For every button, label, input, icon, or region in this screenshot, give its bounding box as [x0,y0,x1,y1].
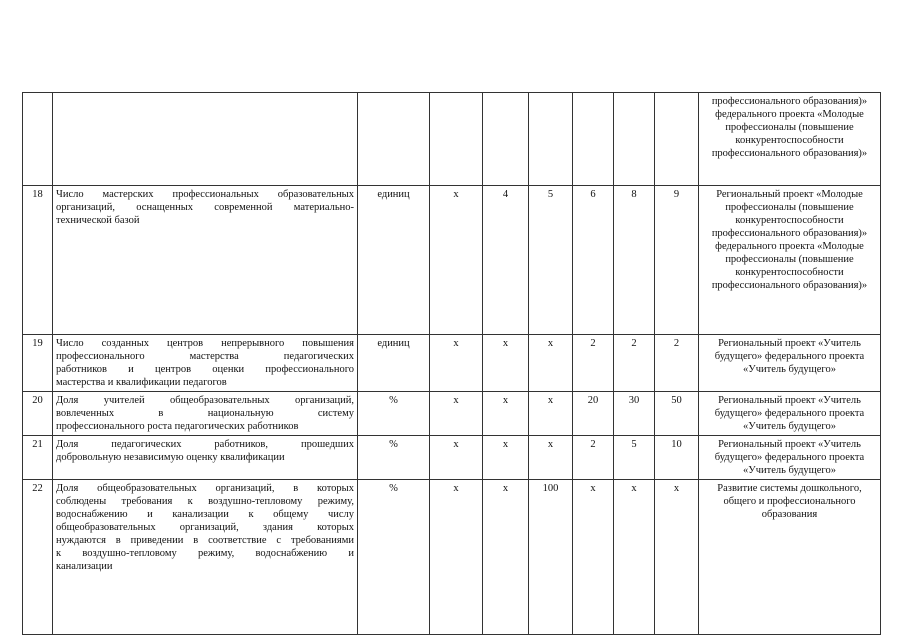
indicator-name [53,392,358,436]
table-row [23,480,881,635]
indicator-name-line: Доля учителей общеобразовательных организаций, [56,395,354,406]
project-cell: профессионального образования)» федерального проекта «Молодые профессионалы (повышение конкурентоспособности профессионального образования)» [699,93,881,186]
project-cell: Региональный проект «Молодые профессионалы (повышение конкурентоспособности профессионального образования)» федерального проекта «Молодые профессионалы (повышение конкурентоспособности профессионального образования)» [699,186,881,335]
indicator-name-line: профессионального мастерства педагогических [56,351,354,362]
value-cell: х [483,436,529,480]
value-cell [573,93,614,186]
unit-cell: единиц [358,335,430,392]
value-cell: 5 [529,186,573,335]
value-cell: 10 [655,436,699,480]
indicator-name-line: Число созданных центров непрерывного повышения [56,338,354,349]
unit-cell: % [358,392,430,436]
value-cell: х [430,392,483,436]
row-number [23,93,53,186]
value-cell: х [430,436,483,480]
value-cell: х [573,480,614,635]
value-cell: 2 [614,335,655,392]
value-cell [655,93,699,186]
value-cell: х [483,480,529,635]
indicator-name-line: соблюдены требования к воздушно-тепловому режиму, [56,496,354,507]
value-cell: 100 [529,480,573,635]
indicator-name-line: канализации [56,561,113,572]
unit-cell: % [358,480,430,635]
value-cell: 2 [573,436,614,480]
unit-cell: % [358,436,430,480]
value-cell: 2 [655,335,699,392]
table-body [23,93,881,635]
table-row [23,93,881,186]
value-cell: 4 [483,186,529,335]
indicator-name [53,480,358,635]
value-cell: х [529,335,573,392]
indicator-name-line: Число мастерских профессиональных образовательных [56,189,354,200]
value-cell: 9 [655,186,699,335]
indicator-name-line: работников и центров оценки профессионального [56,364,354,375]
value-cell: х [430,335,483,392]
indicator-name-line: мастерства и квалификации педагогов [56,377,227,388]
indicator-name [53,335,358,392]
project-cell: Региональный проект «Учитель будущего» федерального проекта «Учитель будущего» [699,436,881,480]
indicator-name-line: нуждаются в приведении в соответствие с требованиями [56,535,354,546]
row-number: 21 [23,436,53,480]
value-cell: 5 [614,436,655,480]
indicators-table [22,92,881,635]
row-number: 20 [23,392,53,436]
indicator-name-line: вовлеченных в национальную систему [56,408,354,419]
value-cell: х [483,392,529,436]
indicator-name-line: профессионального роста педагогических работников [56,421,299,432]
table-row [23,392,881,436]
value-cell: х [529,436,573,480]
value-cell: 50 [655,392,699,436]
indicator-name-line: технической базой [56,215,140,226]
indicator-name-line: Доля общеобразовательных организаций, в которых [56,483,354,494]
row-number: 18 [23,186,53,335]
indicator-name-line: водоснабжению и канализации к общему числу [56,509,354,520]
value-cell: х [655,480,699,635]
indicator-name-line: общеобразовательных организаций, здания которых [56,522,354,533]
project-cell: Развитие системы дошкольного, общего и профессионального образования [699,480,881,635]
value-cell: х [614,480,655,635]
indicator-name-line: организаций, оснащенных современной материально- [56,202,354,213]
value-cell [614,93,655,186]
value-cell: 6 [573,186,614,335]
project-cell: Региональный проект «Учитель будущего» федерального проекта «Учитель будущего» [699,335,881,392]
value-cell: 20 [573,392,614,436]
value-cell: 8 [614,186,655,335]
table-row [23,186,881,335]
indicator-name-line: добровольную независимую оценку квалификации [56,452,285,463]
value-cell [483,93,529,186]
indicator-name [53,436,358,480]
value-cell: х [483,335,529,392]
unit-cell [358,93,430,186]
row-number: 22 [23,480,53,635]
value-cell: х [430,186,483,335]
value-cell: 30 [614,392,655,436]
table-row [23,335,881,392]
value-cell [529,93,573,186]
value-cell: 2 [573,335,614,392]
table-row [23,436,881,480]
indicator-name-line: к воздушно-тепловому режиму, водоснабжению и [56,548,354,559]
value-cell: х [430,480,483,635]
indicator-name [53,93,358,186]
indicator-name-line: Доля педагогических работников, прошедших [56,439,354,450]
value-cell: х [529,392,573,436]
value-cell [430,93,483,186]
row-number: 19 [23,335,53,392]
indicator-name [53,186,358,335]
unit-cell: единиц [358,186,430,335]
project-cell: Региональный проект «Учитель будущего» федерального проекта «Учитель будущего» [699,392,881,436]
